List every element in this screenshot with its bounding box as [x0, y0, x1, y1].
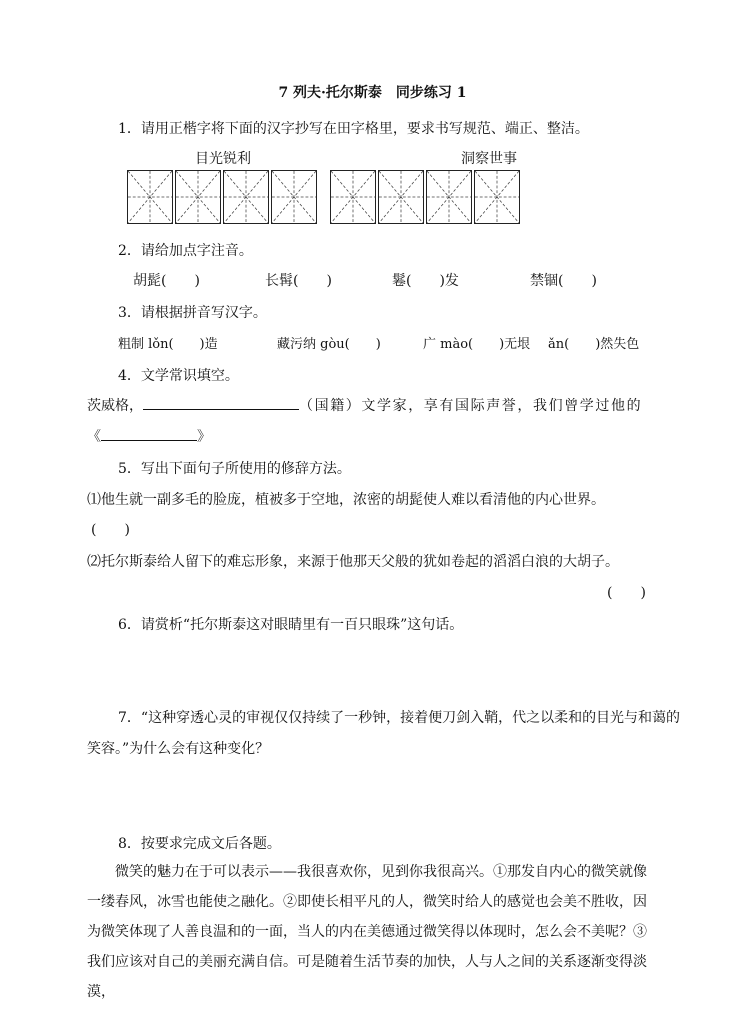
tianzige-grid-left[interactable] — [127, 170, 319, 226]
answer-parens[interactable]: ( ) — [91, 522, 130, 538]
book-mark-close: 》 — [197, 429, 211, 445]
question-7-prompt: 7．“这种穿透心灵的审视仅仅持续了一秒钟，接着便刀剑入鞘，代之以柔和的目光与和蔼的 — [118, 710, 681, 726]
pinyin-item: 广 mào( )无垠 — [423, 337, 531, 352]
book-mark-open: 《 — [87, 429, 101, 445]
tianzige-cell[interactable] — [127, 170, 173, 224]
tianzige-grid-right[interactable] — [330, 170, 522, 226]
question-3-prompt: 3．请根据拼音写汉字。 — [118, 305, 267, 321]
tianzige-cell[interactable] — [426, 170, 472, 224]
page-title: 7 列夫·托尔斯泰 同步练习 1 — [278, 85, 467, 101]
tianzige-cell[interactable] — [378, 170, 424, 224]
fill-text-start: 茨威格， — [87, 398, 143, 414]
question-7-prompt-cont: 笑容。”为什么会有这种变化？ — [87, 741, 270, 757]
tianzige-cell[interactable] — [223, 170, 269, 224]
question-2-prompt: 2．请给加点字注音。 — [118, 243, 253, 259]
sentence-1: ⑴他生就一副多毛的脸庞，植被多于空地，浓密的胡髭使人难以看清他的内心世界。 — [87, 492, 605, 508]
copy-word-right: 洞察世事 — [461, 151, 517, 167]
tianzige-cell[interactable] — [271, 170, 317, 224]
answer-blank[interactable] — [143, 409, 299, 410]
phonetic-item: 鬈( )发 — [392, 273, 459, 289]
pinyin-item: ǎn( )然失色 — [548, 337, 640, 352]
sentence-2: ⑵托尔斯泰给人留下的难忘形象，来源于他那天父般的犹如卷起的滔滔白浪的大胡子。 — [87, 554, 619, 570]
tianzige-cell[interactable] — [330, 170, 376, 224]
question-4-prompt: 4．文学常识填空。 — [118, 368, 239, 384]
phonetic-item: 胡髭( ) — [133, 273, 200, 289]
question-5-prompt: 5．写出下面句子所使用的修辞方法。 — [118, 461, 351, 477]
phonetic-item: 长髯( ) — [265, 273, 332, 289]
pinyin-item: 藏污纳 gòu( ) — [277, 337, 381, 352]
answer-parens[interactable]: ( ) — [607, 585, 646, 601]
fill-text-end: （国籍）文学家，享有国际声誉，我们曾学过他的 — [299, 398, 643, 414]
phonetic-item: 禁锢( ) — [530, 273, 597, 289]
answer-blank[interactable] — [101, 440, 197, 441]
copy-word-left: 目光锐利 — [195, 151, 251, 167]
tianzige-cell[interactable] — [175, 170, 221, 224]
question-1-prompt: 1．请用正楷字将下面的汉字抄写在田字格里，要求书写规范、端正、整洁。 — [118, 121, 589, 137]
question-6-prompt: 6．请赏析“托尔斯泰这对眼睛里有一百只眼珠”这句话。 — [118, 617, 464, 633]
tianzige-cell[interactable] — [474, 170, 520, 224]
fill-line-2 — [87, 426, 211, 446]
fill-line-1 — [87, 395, 642, 415]
pinyin-item: 粗制 lǒn( )造 — [118, 337, 218, 352]
reading-passage: 微笑的魅力在于可以表示——我很喜欢你，见到你我很高兴。①那发自内心的微笑就像一缕春风，冰雪也能使之融化。②即使长相平凡的人，微笑时给人的感觉也会美不胜收，因为微笑体现了人善良温和的一面，当人的内在美德通过微笑得以体现时，怎么会不美呢？③我们应该对自己的美丽充满自信。可是随着生活节奏的加快，人与人之间的关系逐渐变得淡漠， — [87, 864, 647, 1000]
question-8-prompt: 8．按要求完成文后各题。 — [118, 836, 281, 852]
